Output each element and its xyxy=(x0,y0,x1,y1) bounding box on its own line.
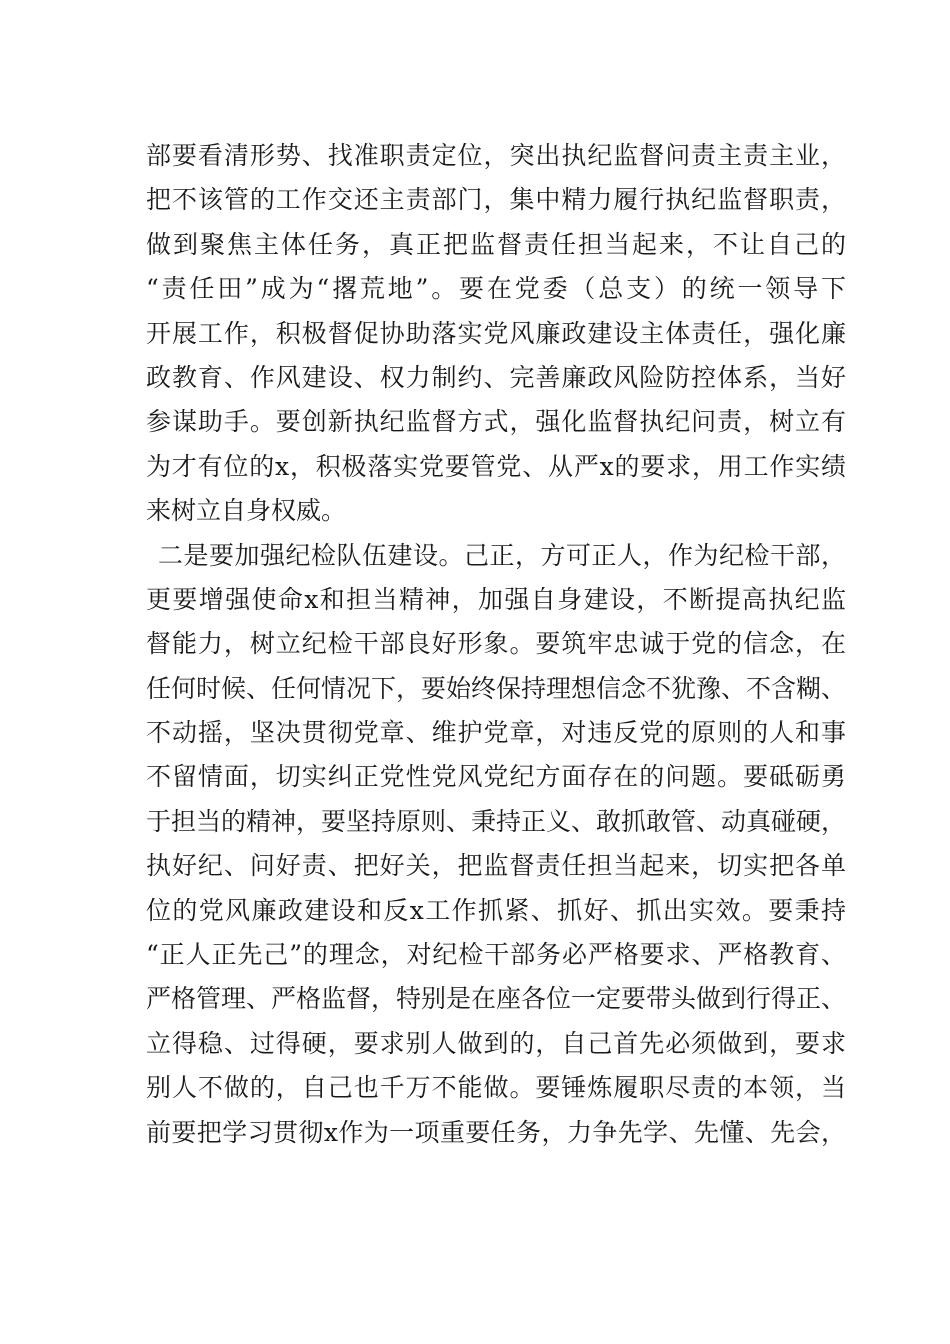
text-line: 于担当的精神，要坚持原则、秉持正义、敢抓敢管、动真碰硬， xyxy=(146,806,847,836)
text-line: 做到聚焦主体任务，真正把监督责任担当起来，不让自己的 xyxy=(146,229,846,259)
text-line: 任何时候、任何情况下，要始终保持理想信念不犹豫、不含糊、 xyxy=(146,673,847,703)
text-line: 开展工作，积极督促协助落实党风廉政建设主体责任，强化廉 xyxy=(146,318,846,348)
text-line: 不留情面，切实纠正党性党风党纪方面存在的问题。要砥砺勇 xyxy=(146,762,846,792)
text-line: 部要看清形势、找准职责定位，突出执纪监督问责主责主业， xyxy=(146,141,846,170)
text-line: 把不该管的工作交还主责部门，集中精力履行执纪监督职责， xyxy=(146,185,846,215)
text-line: “正人正先己”的理念，对纪检干部务必严格要求、严格教育、 xyxy=(146,940,846,970)
text-line: 为才有位的x，积极落实党要管党、从严x的要求，用工作实绩 xyxy=(146,451,846,481)
text-line: “责任田”成为“撂荒地”。要在党委（总支）的统一领导下 xyxy=(146,274,846,304)
text-line: 别人不做的，自己也千万不能做。要锤炼履职尽责的本领，当 xyxy=(146,1073,846,1103)
text-line: 严格管理、严格监督，特别是在座各位一定要带头做到行得正、 xyxy=(146,984,847,1014)
text-line: 更要增强使命x和担当精神，加强自身建设，不断提高执纪监 xyxy=(146,584,846,614)
text-line: 不动摇，坚决贯彻党章、维护党章，对违反党的原则的人和事 xyxy=(146,718,846,748)
text-line: 执好纪、问好责、把好关，把监督责任担当起来，切实把各单 xyxy=(146,851,846,881)
paragraph-heading-line: 二是要加强纪检队伍建设。己正，方可正人，作为纪检干部， xyxy=(158,540,846,570)
text-line: 政教育、作风建设、权力制约、完善廉政风险防控体系，当好 xyxy=(146,362,846,392)
text-line: 位的党风廉政建设和反x工作抓紧、抓好、抓出实效。要秉持 xyxy=(146,895,846,925)
text-line: 立得稳、过得硬，要求别人做到的，自己首先必须做到，要求 xyxy=(146,1028,846,1058)
text-line: 前要把学习贯彻x作为一项重要任务，力争先学、先懂、先会， xyxy=(146,1117,846,1147)
body-text xyxy=(146,134,846,1155)
paragraph-end-line: 来树立自身权威。 xyxy=(146,496,347,526)
text-line: 督能力，树立纪检干部良好形象。要筑牢忠诚于党的信念，在 xyxy=(146,629,846,659)
text-line: 参谋助手。要创新执纪监督方式，强化监督执纪问责，树立有 xyxy=(146,407,846,437)
